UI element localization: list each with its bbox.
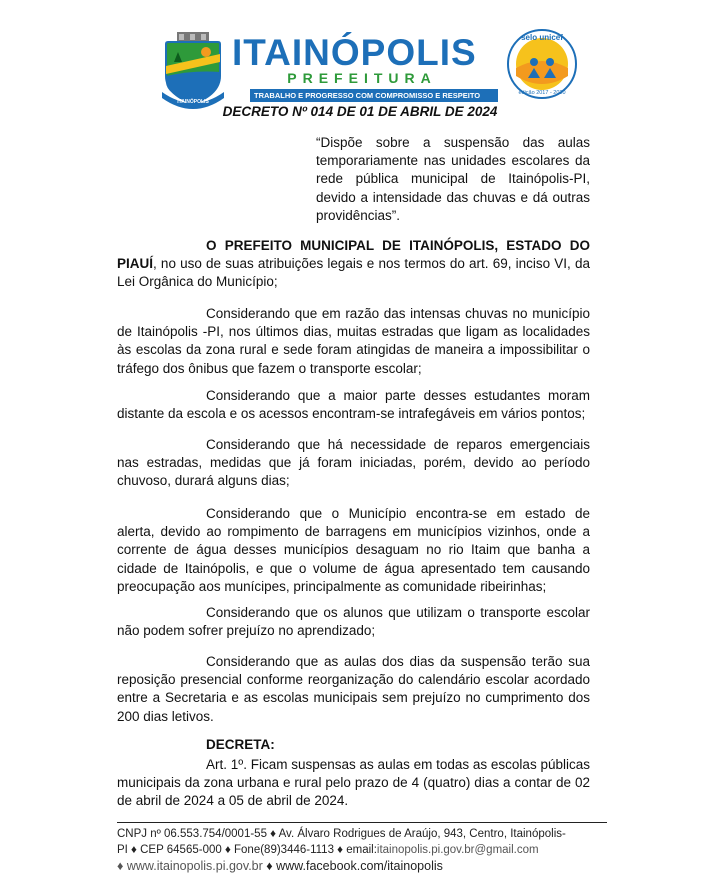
footer-address: CNPJ nº 06.553.754/0001-55 ♦ Av. Álvaro Rodrigues de Araújo, 943, Centro, Itainópolis- bbox=[117, 828, 566, 840]
article-1: Art. 1º. Ficam suspensas as aulas em todas as escolas públicas municipais da zona urbana e rural pelo prazo de 4 (quatro) dias a contar de 02 de abril de 2024 a 05 de abril de 2024. bbox=[117, 757, 590, 809]
considerando-2: Considerando que a maior parte desses estudantes moram distante da escola e os acessos encontram-se intrafegáveis em vários pontos; bbox=[117, 388, 590, 422]
considerando-6: Considerando que as aulas dos dias da suspensão terão sua reposição presencial conforme reorganização do calendário escolar acordado entre a Secretaria e as escolas municipais sem prejuízo no cumprimento dos 200 dias letivos. bbox=[117, 654, 590, 724]
crest-ribbon-text: ITAINÓPOLIS bbox=[177, 99, 209, 105]
considerando-4: Considerando que o Município encontra-se em estado de alerta, devido ao rompimento de barragens em municípios vizinhos, onde a corrente de água desses municípios desaguam no rio Itaim que banha a cidade de Itainópolis, e que o volume de água apresentado tem causando preocupação aos munícipes, principalmente as comunidade ribeirinhas; bbox=[117, 506, 590, 594]
municipal-crest-icon bbox=[160, 32, 226, 110]
footer-email-link[interactable]: itainopolis.pi.gov.br@gmail.com bbox=[376, 844, 539, 856]
footer-contact bbox=[117, 826, 609, 874]
seal-bottom-text: edição 2017 - 2020 bbox=[518, 90, 566, 96]
decree-title: DECRETO Nº 014 DE 01 DE ABRIL DE 2024 bbox=[222, 104, 498, 119]
seal-top-text: selo unicef bbox=[521, 33, 563, 42]
preamble-authority: O PREFEITO MUNICIPAL DE ITAINÓPOLIS, ESTADO DO PIAUÍ bbox=[117, 238, 590, 272]
brand-subtitle: PREFEITURA bbox=[287, 70, 437, 86]
decreta-heading: DECRETA: bbox=[206, 737, 275, 752]
preamble-paragraph bbox=[117, 237, 590, 292]
brand-name: ITAINÓPOLIS bbox=[232, 32, 477, 73]
considerando-3: Considerando que há necessidade de reparos emergenciais nas estradas, medidas que já foram iniciadas, porém, devido ao período chuvoso, durará alguns dias; bbox=[117, 437, 590, 489]
footer-web bbox=[117, 858, 609, 874]
brand-block bbox=[232, 34, 502, 102]
footer-website-link[interactable]: ♦ www.itainopolis.pi.gov.br bbox=[117, 859, 263, 873]
unicef-seal-icon bbox=[506, 28, 578, 100]
considerando-1: Considerando que em razão das intensas chuvas no município de Itainópolis -PI, nos últimos dias, muitas estradas que ligam as localidades às escolas da zona rural e sede foram atingidas de maneira a impossibilitar o tráfego dos ônibus que fazem o transporte escolar; bbox=[117, 306, 590, 376]
ementa-summary: “Dispõe sobre a suspensão das aulas temporariamente nas unidades escolares da rede pública municipal de Itainópolis-PI, devido a intensidade das chuvas e dá outras providências”. bbox=[316, 135, 590, 223]
preamble-text: , no uso de suas atribuições legais e nos termos do art. 69, inciso VI, da Lei Orgânica do Município; bbox=[117, 256, 590, 290]
footer-phone-email: PI ♦ CEP 64565-000 ♦ Fone(89)3446-1113 ♦ email:itainopolis.pi.gov.br@gmail.com bbox=[117, 844, 539, 856]
brand-tagline: TRABALHO E PROGRESSO COM COMPROMISSO E RESPEITO bbox=[250, 89, 498, 102]
footer-facebook-link[interactable]: ♦ www.facebook.com/itainopolis bbox=[262, 859, 443, 873]
considerando-5: Considerando que os alunos que utilizam o transporte escolar não podem sofrer prejuízo no aprendizado; bbox=[117, 605, 590, 639]
footer-divider bbox=[117, 822, 607, 823]
letterhead bbox=[160, 28, 580, 112]
